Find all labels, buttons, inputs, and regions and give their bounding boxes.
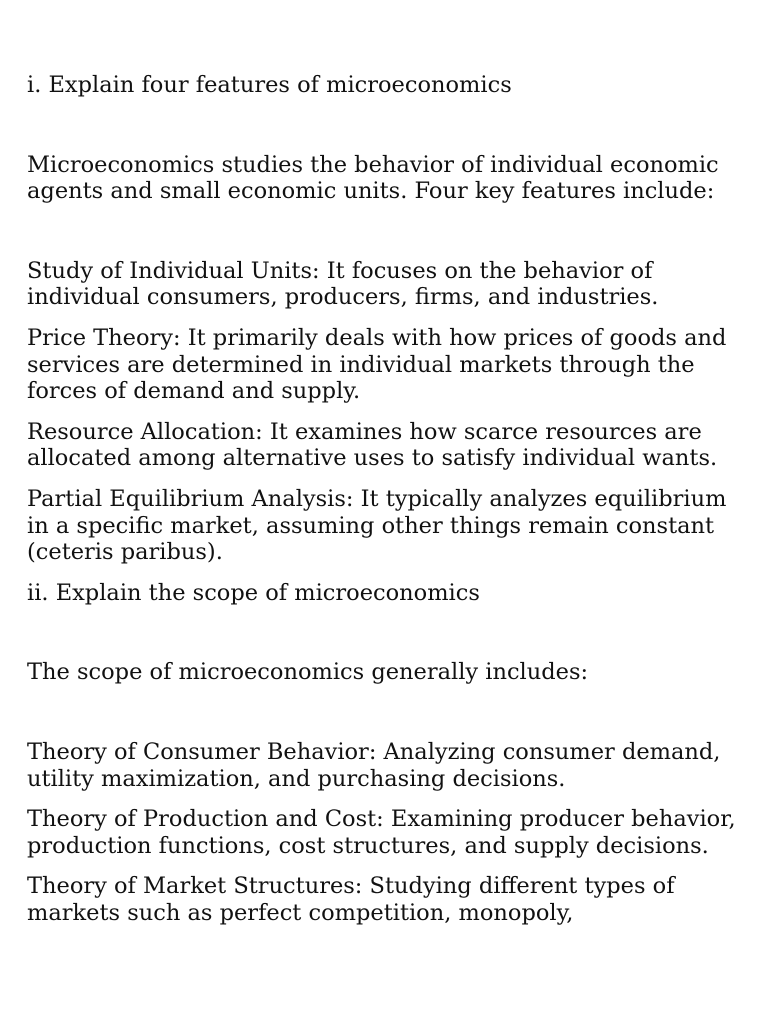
question-1-heading: i. Explain four features of microeconomics (27, 72, 512, 98)
feature-partial-equilibrium: Partial Equilibrium Analysis: It typically analyzes equilibrium in a specific market, assuming other things remain constant (ceteris paribus). (27, 485, 727, 566)
scope-production-cost: Theory of Production and Cost: Examining producer behavior, production functions, cost structures, and supply decisions. (27, 806, 736, 859)
scope-consumer-behavior: Theory of Consumer Behavior: Analyzing consumer demand, utility maximization, and purchasing decisions. (27, 738, 721, 792)
feature-individual-units: Study of Individual Units: It focuses on the behavior of individual consumers, producers, firms, and industries. (27, 257, 659, 311)
question-2-heading: ii. Explain the scope of microeconomics (27, 579, 480, 606)
scope-market-structures: Theory of Market Structures: Studying different types of markets such as perfect competition, monopoly, (27, 873, 675, 926)
question-1-intro: Microeconomics studies the behavior of individual economic agents and small economic units. Four key features include: (27, 151, 719, 205)
feature-price-theory: Price Theory: It primarily deals with how prices of goods and services are determined in individual markets through the forces of demand and supply. (27, 324, 727, 405)
question-2-intro: The scope of microeconomics generally includes: (27, 659, 589, 686)
feature-resource-allocation: Resource Allocation: It examines how scarce resources are allocated among alternative uses to satisfy individual wants. (27, 418, 718, 472)
